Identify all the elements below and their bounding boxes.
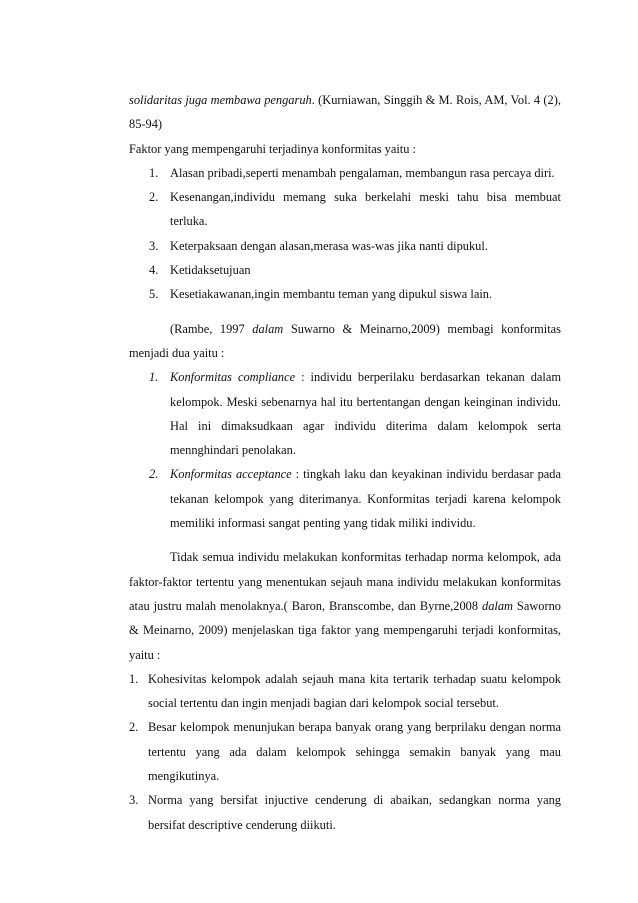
rambe-text-1: (Rambe, 1997 <box>170 321 253 336</box>
list-text: Kesenangan,individu memang suka berkelahi meski tahu bisa membuat terluka. <box>170 190 561 229</box>
three-factors-list <box>129 667 561 837</box>
list-item <box>129 365 561 462</box>
list-number-italic: 1. <box>149 370 159 385</box>
list-text: Besar kelompok menunjukan berapa banyak orang yang berprilaku dengan norma tertentu yang ada dalam kelompok sehingga semakin banyak yang mau mengikutinya. <box>148 720 561 784</box>
list-number: 3. <box>129 793 139 808</box>
rambe-text-2: Suwarno & Meinarno,2009) membagi konformitas menjadi dua yaitu : <box>129 321 561 360</box>
tidak-italic: dalam <box>482 598 513 613</box>
list-item <box>129 788 561 837</box>
list-item <box>129 258 561 282</box>
factors-intro: Faktor yang mempengaruhi terjadinya konformitas yaitu : <box>129 141 416 156</box>
list-number: 1. <box>129 671 139 686</box>
list-number: 5. <box>149 287 159 302</box>
italic-lead-text: solidaritas juga membawa pengaruh <box>129 93 312 107</box>
list-number <box>149 462 169 486</box>
rambe-italic: dalam <box>252 321 284 336</box>
list-number: 2. <box>129 720 139 735</box>
tidak-text-1: Tidak semua individu melakukan konformitas terhadap norma kelompok, ada faktor-faktor tertentu yang menentukan sejauh mana individu melakukan konformitas atau justru malah menolaknya.( Baron, Branscombe, dan Byrne,2008 <box>129 550 561 613</box>
list-number: 2. <box>149 190 159 205</box>
paragraph-citation <box>129 88 561 137</box>
citation-text: . (Kurniawan, Singgih & M. Rois, AM, Vol. 4 (2), 85-94) <box>129 93 561 132</box>
factors-list <box>129 161 561 307</box>
list-text: Alasan pribadi,seperti menambah pengalaman, membangun rasa percaya diri. <box>170 165 555 180</box>
list-number: 1. <box>149 165 159 180</box>
list-item <box>129 234 561 258</box>
list-text: Kesetiakawanan,ingin membantu teman yang dipukul siswa lain. <box>170 287 493 302</box>
paragraph-tidak <box>129 545 561 666</box>
list-number-italic: 2. <box>149 467 159 482</box>
term-italic: Konformitas compliance <box>170 370 296 385</box>
list-text: Ketidaksetujuan <box>170 263 251 278</box>
list-item <box>129 282 561 306</box>
list-text: : individu berperilaku berdasarkan tekanan dalam kelompok. Meski sebenarnya hal itu bertentangan dengan keinginan individu. Hal ini dimaksudkaan agar individu diterima dalam kelompok serta mennghindari penolakan. <box>170 370 561 458</box>
list-text: Norma yang bersifat injuctive cenderung di abaikan, sedangkan norma yang bersifat descriptive cenderung diikuti. <box>148 793 561 832</box>
list-number: 3. <box>149 238 159 253</box>
paragraph-rambe <box>129 317 561 366</box>
list-item <box>129 667 561 716</box>
conformity-types-list <box>129 365 561 535</box>
document-page <box>129 88 561 837</box>
list-text: : tingkah laku dan keyakinan individu berdasar pada tekanan kelompok yang diterimanya. Konformitas terjadi karena kelompok memiliki informasi sangat penting yang tidak miliki individu. <box>170 467 561 531</box>
list-item <box>129 185 561 234</box>
tidak-text-2: Saworno & Meinarno, 2009) menjelaskan tiga faktor yang mempengaruhi terjadi konformitas, yaitu : <box>129 598 561 662</box>
list-item <box>129 462 561 535</box>
term-italic: Konformitas acceptance <box>170 467 292 482</box>
list-text: Keterpaksaan dengan alasan,merasa was-was jika nanti dipukul. <box>170 238 488 253</box>
list-item <box>129 161 561 185</box>
list-text: Kohesivitas kelompok adalah sejauh mana kita tertarik terhadap suatu kelompok social tertentu dan ingin menjadi bagian dari kelompok social tersebut. <box>148 671 561 711</box>
list-item <box>129 715 561 788</box>
list-number <box>149 365 169 389</box>
list-number: 4. <box>149 263 159 278</box>
